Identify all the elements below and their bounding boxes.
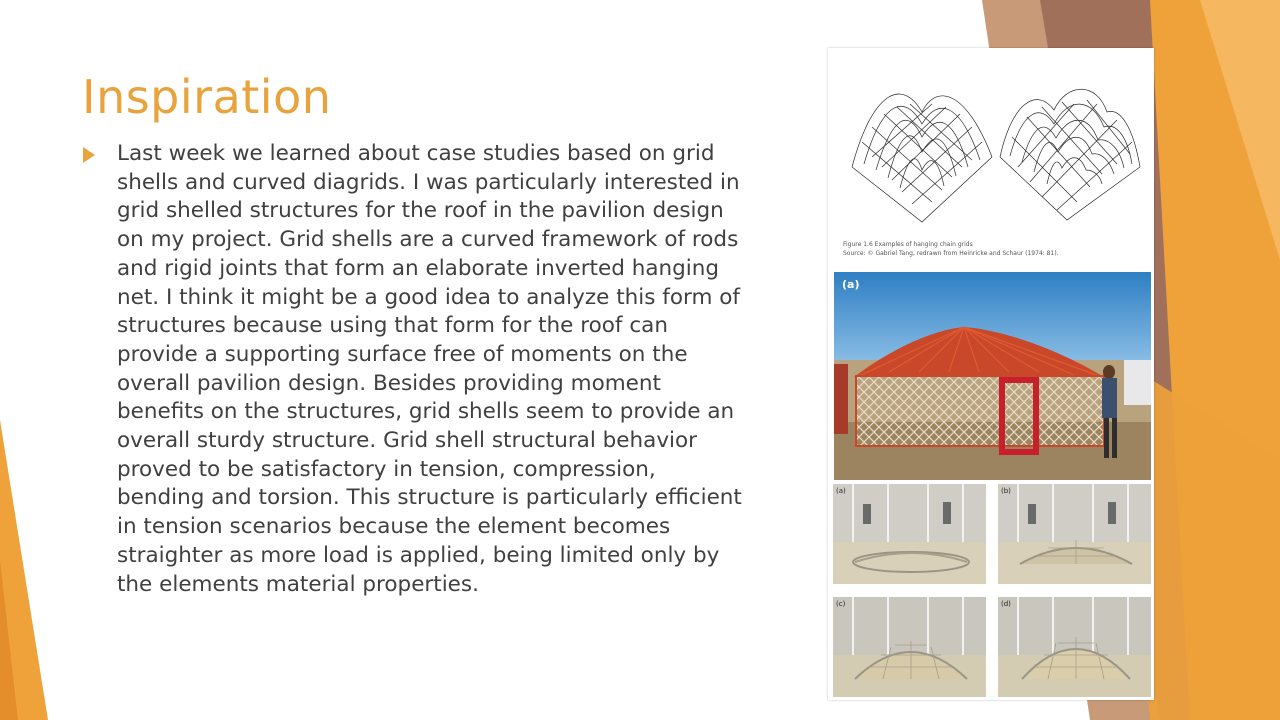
mesh-left	[852, 94, 992, 222]
yurt-photo-label: (a)	[842, 278, 860, 291]
panel-label-d: (d)	[1001, 600, 1011, 608]
mesh-right	[1000, 89, 1140, 220]
gridshell-model-photo-d	[998, 597, 1151, 697]
panel-label-c: (c)	[836, 600, 846, 608]
panel-label-b: (b)	[1001, 487, 1011, 495]
figure-panel	[828, 48, 1154, 700]
panel-label-a: (a)	[836, 487, 846, 495]
figure-caption	[843, 240, 1143, 258]
bullet-triangle-icon	[83, 147, 95, 163]
gridshell-model-photo-c	[833, 597, 986, 697]
slide-title: Inspiration	[82, 70, 332, 124]
gridshell-model-photo-b	[998, 484, 1151, 584]
figure-caption-line-2: Source: © Gabriel Tang, redrawn from Heinricke and Schaur (1974: 81).	[843, 250, 1059, 257]
slide-body-text: Last week we learned about case studies based on grid shells and curved diagrids. I was particularly interested in grid shelled structures for the roof in the pavilion design on my project. Grid shells are a curved framework of rods and rigid joints that form an elaborate inverted hanging net. I think it might be a good idea to analyze this form of structures because using that form for the roof can provide a supporting surface free of moments on the overall pavilion design. Besides providing moment benefits on the structures, grid shells seem to provide an overall sturdy structure. Grid shell structural behavior proved to be satisfactory in tension, compression, bending and torsion. This structure is particularly efficient in tension scenarios because the element becomes straighter as more load is applied, being limited only by the elements material properties.	[117, 141, 742, 597]
gridshell-model-photo-a	[833, 484, 986, 584]
yurt-construction-photo	[834, 272, 1151, 480]
hanging-chain-grid-illustration	[842, 72, 1142, 237]
figure-caption-line-1: Figure 1.6 Examples of hanging chain grids	[843, 241, 973, 248]
